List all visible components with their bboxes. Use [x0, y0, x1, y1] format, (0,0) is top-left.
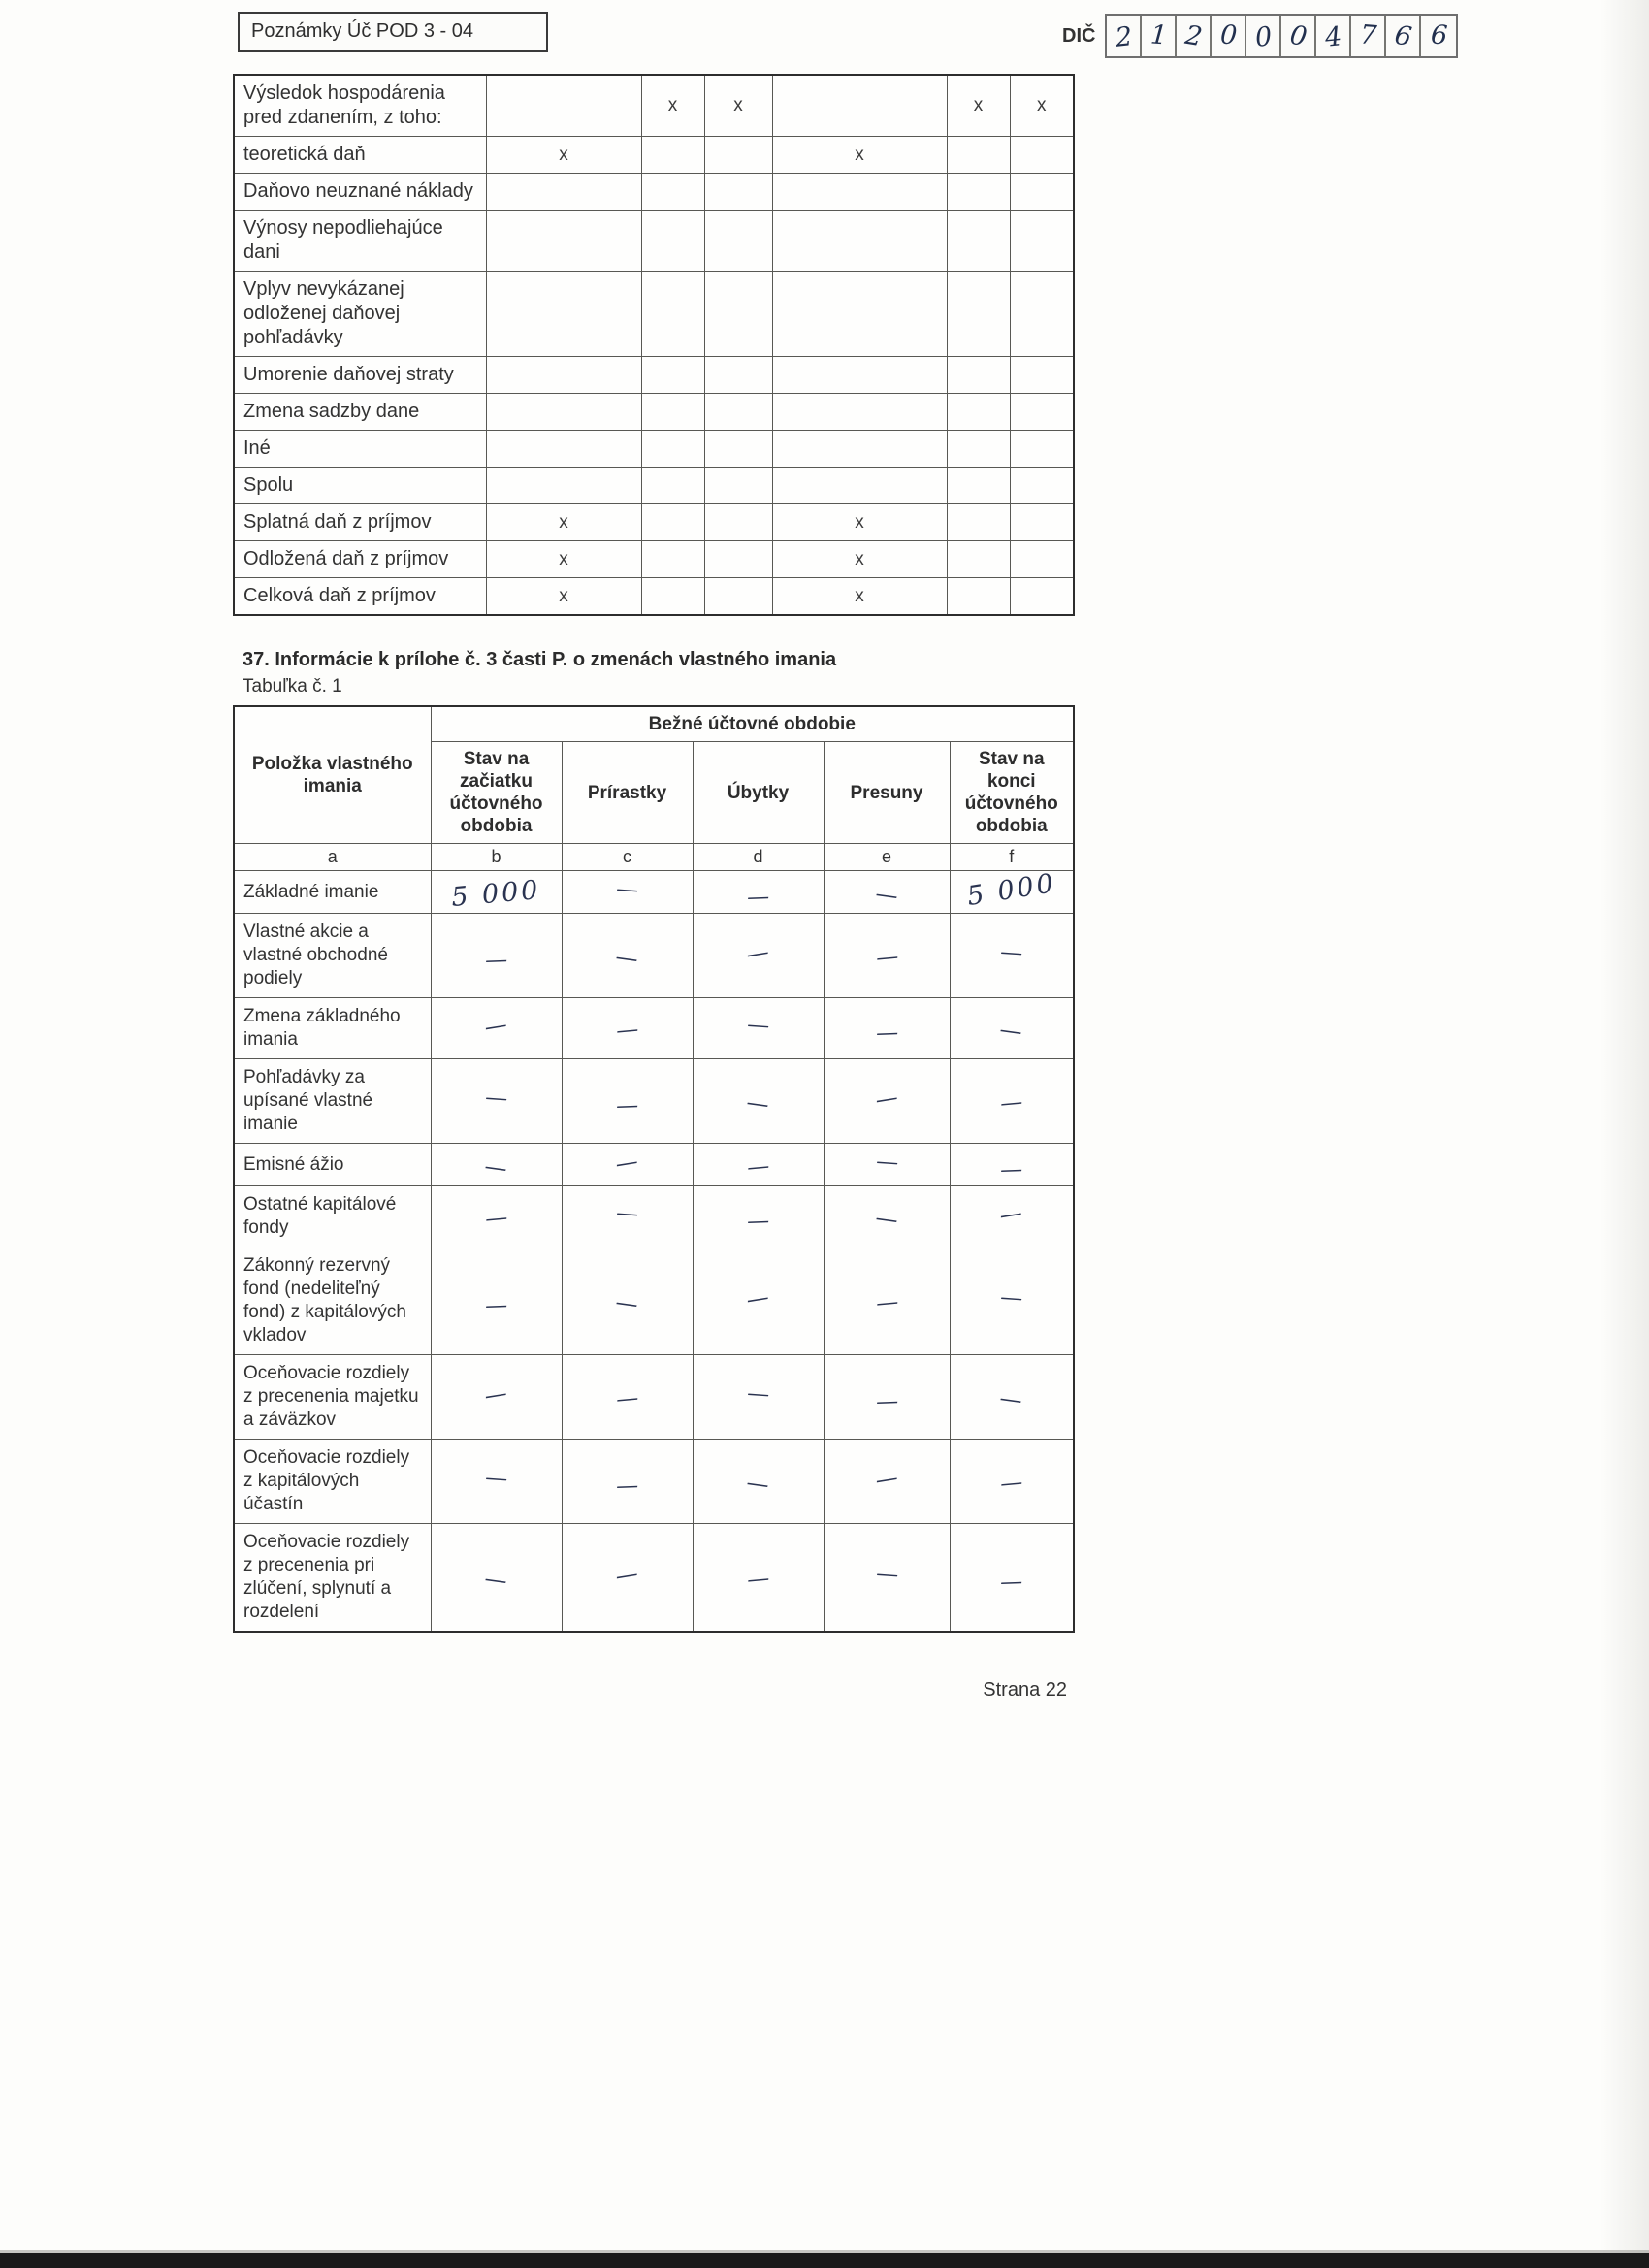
tax-cell	[772, 174, 947, 211]
dic-digit-cell	[1177, 16, 1212, 56]
handwritten-value: —	[744, 939, 771, 968]
tax-cell	[641, 431, 704, 468]
tax-cell	[947, 541, 1010, 578]
handwritten-value: —	[613, 1289, 640, 1318]
tax-cell: x	[486, 578, 641, 616]
equity-cell	[431, 914, 562, 998]
handwritten-value: 5 000	[450, 875, 542, 913]
period-header: Bežné účtovné obdobie	[431, 706, 1074, 742]
tax-cell	[486, 75, 641, 137]
equity-cell	[950, 1186, 1074, 1247]
dic-label: DIČ	[1062, 24, 1096, 47]
tax-cell	[641, 394, 704, 431]
equity-cell	[431, 1247, 562, 1355]
tax-cell	[641, 578, 704, 616]
equity-cell	[950, 1440, 1074, 1524]
handwritten-value: —	[613, 1561, 640, 1590]
col-header-opening: Stav na začiatku účtovného obdobia	[431, 742, 562, 844]
handwritten-value: —	[482, 1380, 509, 1409]
dic-digit: 2	[1182, 19, 1205, 52]
tax-cell	[704, 394, 772, 431]
handwritten-value: —	[744, 1089, 771, 1118]
tax-table-row	[234, 578, 1074, 616]
col-letter-d: d	[693, 844, 824, 871]
equity-row-label: Oceňovacie rozdiely z precenenia majetku a záväzkov	[234, 1355, 431, 1440]
equity-cell	[950, 914, 1074, 998]
handwritten-value: —	[482, 1566, 509, 1595]
equity-table-row	[234, 914, 1074, 998]
equity-cell	[950, 1524, 1074, 1633]
equity-cell	[950, 1144, 1074, 1186]
tax-cell	[1010, 137, 1074, 174]
scanner-edge	[0, 2253, 1649, 2268]
equity-table-body	[234, 867, 1074, 1633]
tax-cell	[486, 357, 641, 394]
tax-row-label: Daňovo neuznané náklady	[234, 174, 486, 211]
equity-cell	[431, 1186, 562, 1247]
col-header-disposals: Úbytky	[693, 742, 824, 844]
equity-cell	[693, 871, 824, 914]
tax-row-label: Iné	[234, 431, 486, 468]
tax-cell	[704, 431, 772, 468]
equity-cell	[693, 1186, 824, 1247]
tax-cell	[1010, 211, 1074, 272]
handwritten-value: —	[484, 1085, 509, 1112]
equity-cell	[950, 1355, 1074, 1440]
tax-cell	[1010, 431, 1074, 468]
page-number: Strana 22	[983, 1679, 1067, 1701]
period-header-row	[234, 706, 1074, 742]
equity-row-label: Emisné ážio	[234, 1144, 431, 1186]
dic-digit: 6	[1429, 18, 1449, 51]
equity-cell	[431, 1059, 562, 1144]
handwritten-value: —	[484, 1465, 509, 1492]
tax-cell	[947, 211, 1010, 272]
tax-cell	[947, 137, 1010, 174]
tax-row-label: teoretická daň	[234, 137, 486, 174]
tax-row-label: Splatná daň z príjmov	[234, 504, 486, 541]
equity-cell	[562, 1059, 693, 1144]
equity-cell	[693, 1059, 824, 1144]
tax-cell	[704, 174, 772, 211]
tax-cell	[641, 357, 704, 394]
tax-cell	[641, 468, 704, 504]
tax-table-row	[234, 504, 1074, 541]
equity-cell	[562, 1355, 693, 1440]
col-letter-b: b	[431, 844, 562, 871]
equity-cell	[431, 998, 562, 1059]
tax-cell: x	[772, 504, 947, 541]
tax-cell	[772, 468, 947, 504]
dic-digit-cell	[1246, 16, 1281, 56]
dic-digit-cell	[1107, 16, 1142, 56]
handwritten-value: —	[615, 1200, 640, 1227]
equity-cell	[824, 914, 950, 998]
tax-cell	[641, 541, 704, 578]
tax-row-label: Odložená daň z príjmov	[234, 541, 486, 578]
col-letter-f: f	[950, 844, 1074, 871]
tax-cell	[641, 272, 704, 357]
dic-digit: 0	[1218, 18, 1239, 51]
handwritten-value: —	[874, 1289, 899, 1316]
equity-cell	[431, 1355, 562, 1440]
equity-cell	[562, 1440, 693, 1524]
equity-table-row	[234, 1059, 1074, 1144]
tax-table-row	[234, 394, 1074, 431]
tax-cell	[1010, 541, 1074, 578]
equity-cell	[693, 914, 824, 998]
tax-cell	[1010, 272, 1074, 357]
equity-row-label: Zákonný rezervný fond (nedeliteľný fond) z kapitálových vkladov	[234, 1247, 431, 1355]
tax-cell	[641, 211, 704, 272]
tax-cell	[1010, 578, 1074, 616]
equity-cell	[693, 1355, 824, 1440]
dic-digit-cell	[1351, 16, 1386, 56]
equity-changes-table	[233, 705, 1075, 1633]
equity-table-row	[234, 1247, 1074, 1355]
equity-table-row	[234, 1186, 1074, 1247]
tax-table-row	[234, 468, 1074, 504]
equity-row-label: Ostatné kapitálové fondy	[234, 1186, 431, 1247]
equity-cell	[824, 1247, 950, 1355]
tax-cell	[947, 357, 1010, 394]
handwritten-value: —	[746, 1566, 771, 1593]
tax-cell	[1010, 174, 1074, 211]
handwritten-value: —	[484, 947, 508, 974]
equity-cell	[693, 1247, 824, 1355]
tax-cell	[1010, 394, 1074, 431]
tax-cell: x	[947, 75, 1010, 137]
dic-digit-cell	[1421, 16, 1456, 56]
tax-cell	[1010, 504, 1074, 541]
tax-cell	[486, 431, 641, 468]
equity-cell	[950, 867, 1074, 914]
tax-cell: x	[772, 578, 947, 616]
dic-digit-cell	[1281, 16, 1316, 56]
tax-cell	[704, 541, 772, 578]
handwritten-value: —	[999, 1156, 1023, 1183]
handwritten-value: —	[744, 1470, 771, 1499]
equity-cell	[431, 1440, 562, 1524]
equity-row-label: Zmena základného imania	[234, 998, 431, 1059]
tax-cell: x	[486, 541, 641, 578]
tax-cell	[641, 137, 704, 174]
col-header-transfers: Presuny	[824, 742, 950, 844]
dic-digit: 6	[1392, 19, 1414, 52]
equity-cell	[824, 871, 950, 914]
handwritten-value: —	[874, 944, 899, 971]
tax-cell	[486, 468, 641, 504]
tax-cell	[1010, 357, 1074, 394]
equity-cell	[824, 1059, 950, 1144]
tax-cell	[947, 394, 1010, 431]
col-header-item: Položka vlastného imania	[234, 706, 431, 844]
equity-cell	[950, 1059, 1074, 1144]
tax-cell	[704, 211, 772, 272]
dic-group	[1062, 14, 1458, 58]
tax-cell	[772, 211, 947, 272]
equity-table-row	[234, 1440, 1074, 1524]
col-letter-e: e	[824, 844, 950, 871]
equity-cell	[562, 998, 693, 1059]
tax-row-label: Celková daň z príjmov	[234, 578, 486, 616]
equity-cell	[431, 871, 562, 914]
tax-cell	[486, 174, 641, 211]
tax-cell	[704, 357, 772, 394]
handwritten-value: 5 000	[964, 867, 1058, 913]
tax-row-label: Zmena sadzby dane	[234, 394, 486, 431]
handwritten-value: —	[998, 1200, 1024, 1229]
tax-cell: x	[772, 541, 947, 578]
handwritten-value: —	[999, 1089, 1024, 1117]
tax-cell	[772, 357, 947, 394]
tax-cell: x	[1010, 75, 1074, 137]
equity-cell	[562, 1247, 693, 1355]
table-label: Tabuľka č. 1	[242, 676, 342, 697]
handwritten-value: —	[999, 1470, 1024, 1497]
tax-cell: x	[641, 75, 704, 137]
equity-cell	[950, 998, 1074, 1059]
dic-digit-cell	[1386, 16, 1421, 56]
col-header-additions: Prírastky	[562, 742, 693, 844]
equity-row-label: Vlastné akcie a vlastné obchodné podiely	[234, 914, 431, 998]
handwritten-value: —	[874, 1148, 899, 1176]
tax-row-label: Výsledok hospodárenia pred zdanením, z toho:	[234, 75, 486, 137]
handwritten-value: —	[482, 1012, 509, 1041]
tax-cell	[947, 578, 1010, 616]
handwritten-value: —	[999, 1284, 1024, 1312]
handwritten-value: —	[615, 1092, 639, 1119]
tax-table-row	[234, 272, 1074, 357]
section-heading: 37. Informácie k prílohe č. 3 časti P. o zmenách vlastného imania	[242, 649, 837, 670]
handwritten-value: —	[746, 1152, 771, 1181]
handwritten-value: —	[615, 1017, 640, 1044]
tax-cell	[1010, 468, 1074, 504]
tax-reconciliation-table	[233, 74, 1075, 616]
equity-cell	[562, 871, 693, 914]
tax-cell: x	[486, 504, 641, 541]
handwritten-value: —	[873, 1085, 900, 1114]
tax-cell	[947, 174, 1010, 211]
equity-table-row	[234, 1144, 1074, 1186]
handwritten-value: —	[615, 875, 640, 903]
equity-cell	[562, 914, 693, 998]
tax-row-label: Spolu	[234, 468, 486, 504]
equity-cell	[431, 1144, 562, 1186]
equity-row-label: Základné imanie	[234, 871, 431, 914]
equity-cell	[693, 998, 824, 1059]
tax-cell	[704, 578, 772, 616]
page-content	[233, 74, 1073, 1701]
equity-table-row	[234, 1524, 1074, 1633]
equity-cell	[824, 1440, 950, 1524]
handwritten-value: —	[613, 944, 640, 973]
tax-row-label: Výnosy nepodliehajúce dani	[234, 211, 486, 272]
tax-table-row	[234, 137, 1074, 174]
tax-cell: x	[486, 137, 641, 174]
tax-cell	[641, 504, 704, 541]
page-header	[238, 12, 1649, 68]
col-letter-a: a	[234, 844, 431, 871]
tax-cell	[772, 394, 947, 431]
col-header-closing: Stav na konci účtovného obdobia	[950, 742, 1074, 844]
equity-row-label: Pohľadávky za upísané vlastné imanie	[234, 1059, 431, 1144]
tax-cell	[486, 394, 641, 431]
tax-cell	[641, 174, 704, 211]
tax-cell	[947, 431, 1010, 468]
dic-digit-boxes	[1105, 14, 1458, 58]
equity-table-row	[234, 998, 1074, 1059]
handwritten-value: —	[875, 1020, 899, 1047]
equity-cell	[824, 1355, 950, 1440]
equity-cell	[824, 1144, 950, 1186]
dic-digit: 1	[1148, 18, 1169, 51]
handwritten-value: —	[482, 1152, 509, 1182]
tax-table-body	[234, 75, 1074, 615]
tax-table-row	[234, 357, 1074, 394]
equity-cell	[824, 1524, 950, 1633]
equity-table-row	[234, 1355, 1074, 1440]
equity-cell	[693, 1524, 824, 1633]
tax-table-row	[234, 431, 1074, 468]
handwritten-value: —	[998, 1385, 1024, 1414]
tax-cell	[486, 211, 641, 272]
tax-row-label: Vplyv nevykázanej odloženej daňovej pohľadávky	[234, 272, 486, 357]
equity-row-label: Oceňovacie rozdiely z kapitálových účastín	[234, 1440, 431, 1524]
tax-cell	[704, 468, 772, 504]
equity-cell	[562, 1186, 693, 1247]
tax-cell	[947, 504, 1010, 541]
handwritten-value: —	[744, 1284, 771, 1313]
handwritten-value: —	[484, 1205, 509, 1232]
dic-digit: 7	[1358, 18, 1378, 51]
equity-table-row	[234, 871, 1074, 914]
dic-digit-cell	[1142, 16, 1177, 56]
equity-cell	[693, 1440, 824, 1524]
dic-digit: 0	[1287, 19, 1310, 52]
handwritten-value: —	[615, 1473, 639, 1500]
tax-table-row	[234, 174, 1074, 211]
equity-cell	[431, 1524, 562, 1633]
dic-digit: 0	[1253, 20, 1274, 53]
equity-cell	[562, 1144, 693, 1186]
tax-cell	[486, 272, 641, 357]
handwritten-value: —	[873, 1205, 899, 1234]
handwritten-value: —	[746, 1208, 770, 1235]
handwritten-value: —	[613, 1148, 640, 1178]
form-label: Poznámky Úč POD 3 - 04	[238, 12, 548, 52]
col-letter-c: c	[562, 844, 693, 871]
handwritten-value: —	[746, 1380, 771, 1408]
equity-cell	[824, 998, 950, 1059]
handwritten-value: —	[615, 1385, 640, 1412]
tax-cell	[772, 272, 947, 357]
tax-cell: x	[772, 137, 947, 174]
dic-digit-cell	[1212, 16, 1246, 56]
equity-cell	[562, 1524, 693, 1633]
handwritten-value: —	[874, 1561, 899, 1588]
tax-cell	[947, 468, 1010, 504]
tax-cell: x	[704, 75, 772, 137]
handwritten-value: —	[998, 1017, 1024, 1046]
column-letter-row	[234, 844, 1074, 871]
tax-table-row	[234, 75, 1074, 137]
tax-cell	[704, 272, 772, 357]
dic-digit: 4	[1323, 20, 1343, 53]
equity-cell	[824, 1186, 950, 1247]
tax-cell	[947, 272, 1010, 357]
equity-cell	[693, 1144, 824, 1186]
tax-cell	[704, 137, 772, 174]
tax-table-row	[234, 211, 1074, 272]
equity-row-label: Oceňovacie rozdiely z precenenia pri zlúčení, splynutí a rozdelení	[234, 1524, 431, 1633]
handwritten-value: —	[873, 880, 899, 909]
handwritten-value: —	[484, 1292, 508, 1319]
handwritten-value: —	[746, 884, 770, 910]
handwritten-value: —	[873, 1465, 900, 1494]
dic-digit-cell	[1316, 16, 1351, 56]
handwritten-value: —	[999, 1569, 1023, 1596]
tax-cell	[772, 75, 947, 137]
tax-row-label: Umorenie daňovej straty	[234, 357, 486, 394]
handwritten-value: —	[999, 939, 1024, 966]
tax-cell	[772, 431, 947, 468]
equity-cell	[950, 1247, 1074, 1355]
dic-digit: 2	[1114, 20, 1134, 53]
tax-table-row	[234, 541, 1074, 578]
handwritten-value: —	[875, 1388, 899, 1415]
tax-cell	[704, 504, 772, 541]
handwritten-value: —	[746, 1012, 771, 1039]
